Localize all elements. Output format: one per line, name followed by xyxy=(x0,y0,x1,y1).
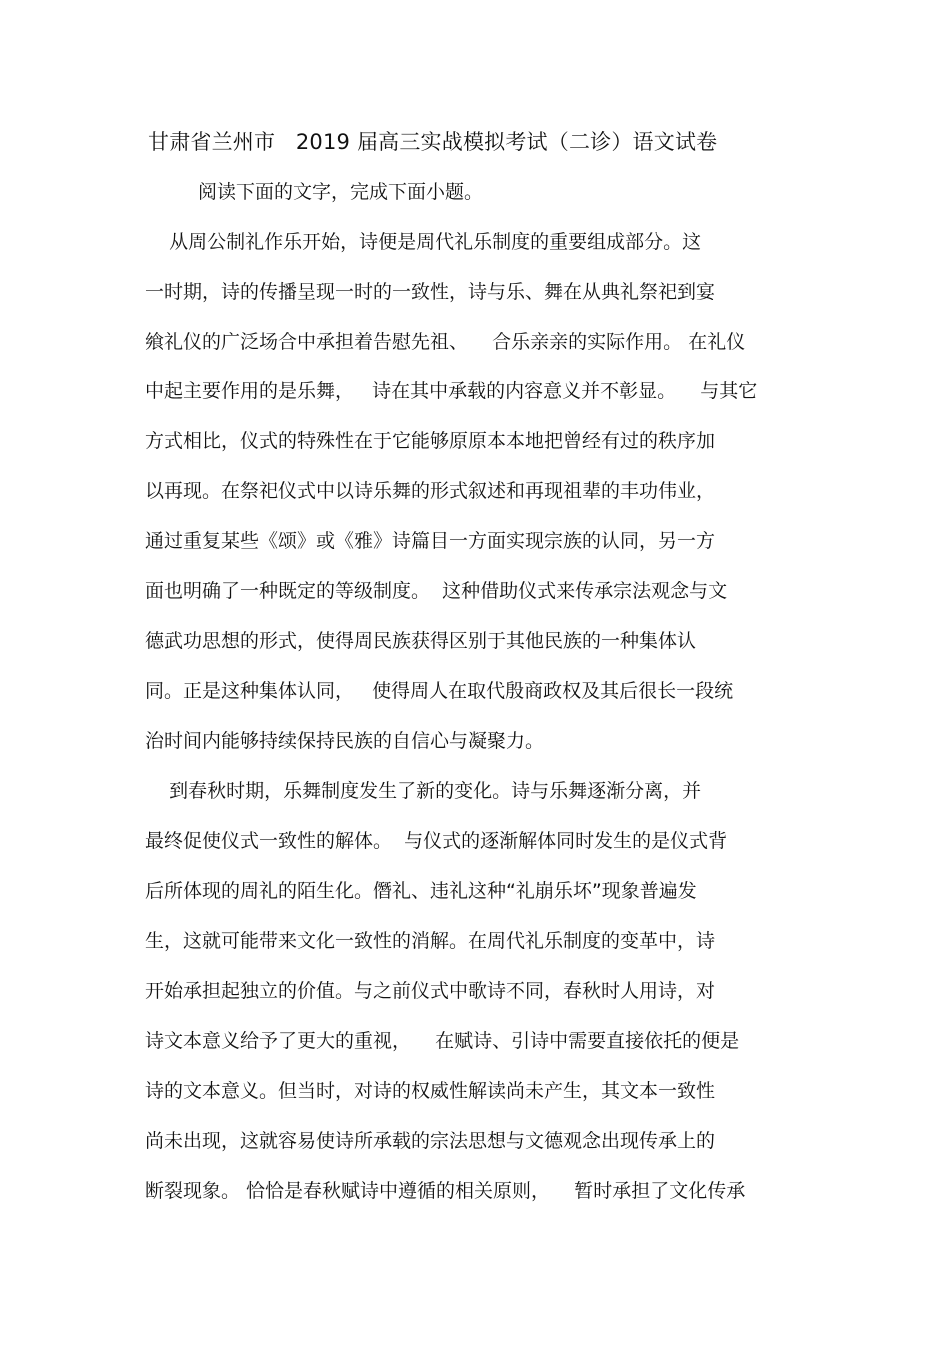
text-line: 同。正是这种集体认同， 使得周人在取代殷商政权及其后很长一段统 xyxy=(145,680,734,702)
text-line: 方式相比，仪式的特殊性在于它能够原原本本地把曾经有过的秩序加 xyxy=(145,430,716,452)
text-line: 治时间内能够持续保持民族的自信心与凝聚力。 xyxy=(145,730,545,752)
text-line: 一时期，诗的传播呈现一时的一致性，诗与乐、舞在从典礼祭祀到宴 xyxy=(145,281,716,303)
text-line: 断裂现象。 恰恰是春秋赋诗中遵循的相关原则， 暂时承担了文化传承 xyxy=(145,1180,746,1202)
text-line: 诗的文本意义。但当时，对诗的权威性解读尚未产生，其文本一致性 xyxy=(145,1080,716,1102)
text-line: 以再现。在祭祀仪式中以诗乐舞的形式叙述和再现祖辈的丰功伟业， xyxy=(145,480,716,502)
reading-instruction: 阅读下面的文字，完成下面小题。 xyxy=(198,181,484,203)
text-line: 诗文本意义给予了更大的重视， 在赋诗、引诗中需要直接依托的便是 xyxy=(145,1030,740,1052)
text-line: 到春秋时期，乐舞制度发生了新的变化。诗与乐舞逐渐分离，并 xyxy=(145,780,702,802)
text-line: 生，这就可能带来文化一致性的消解。在周代礼乐制度的变革中，诗 xyxy=(145,930,716,952)
text-line: 最终促使仪式一致性的解体。 与仪式的逐渐解体同时发生的是仪式背 xyxy=(145,830,728,852)
text-line: 飨礼仪的广泛场合中承担着告慰先祖、 合乐亲亲的实际作用。 在礼仪 xyxy=(145,331,746,353)
text-line: 面也明确了一种既定的等级制度。 这种借助仪式来传承宗法观念与文 xyxy=(145,580,728,602)
document-title: 甘肃省兰州市 2019 届高三实战模拟考试（二诊）语文试卷 xyxy=(148,130,718,154)
text-line: 通过重复某些《颂》或《雅》诗篇目一方面实现宗族的认同，另一方 xyxy=(145,530,716,552)
text-line: 开始承担起独立的价值。与之前仪式中歌诗不同，春秋时人用诗，对 xyxy=(145,980,716,1002)
text-line: 尚未出现，这就容易使诗所承载的宗法思想与文德观念出现传承上的 xyxy=(145,1130,716,1152)
text-line: 从周公制礼作乐开始，诗便是周代礼乐制度的重要组成部分。这 xyxy=(145,231,702,253)
text-line: 德武功思想的形式，使得周民族获得区别于其他民族的一种集体认 xyxy=(145,630,697,652)
text-line: 中起主要作用的是乐舞， 诗在其中承载的内容意义并不彰显。 与其它 xyxy=(145,380,758,402)
text-line: 后所体现的周礼的陌生化。僭礼、违礼这种“礼崩乐坏”现象普遍发 xyxy=(145,880,697,902)
